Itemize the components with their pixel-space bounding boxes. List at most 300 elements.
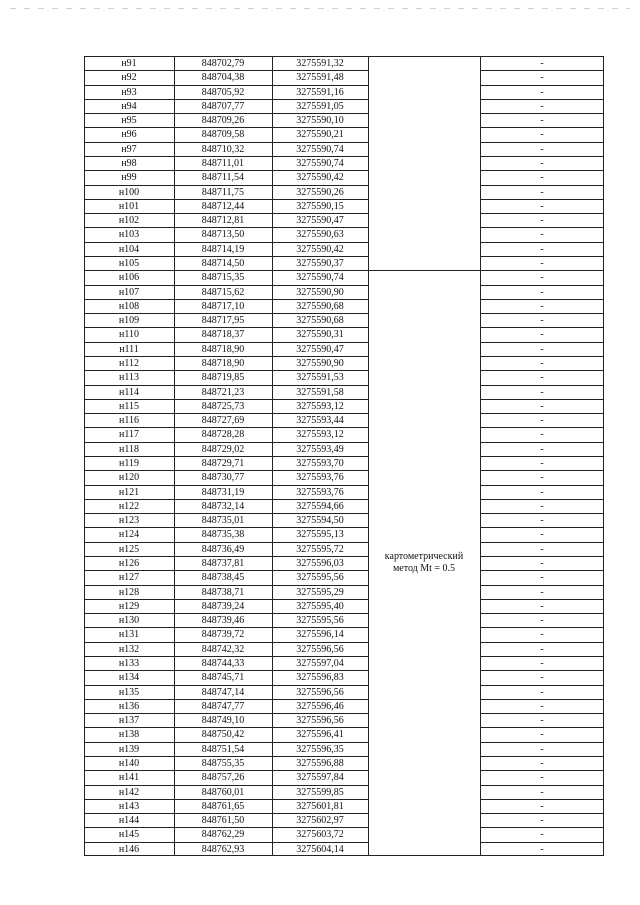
table-row-border (480, 299, 604, 300)
accuracy-dash-cell: - (540, 487, 544, 498)
table-row-border (84, 313, 369, 314)
table-row-border (480, 70, 604, 71)
point-id-cell: н113 (119, 372, 139, 383)
coord-y-cell: 3275590,42 (296, 244, 344, 255)
coord-x-cell: 848715,35 (201, 272, 245, 283)
accuracy-dash-cell: - (540, 372, 544, 383)
accuracy-dash-cell: - (540, 458, 544, 469)
accuracy-dash-cell: - (540, 344, 544, 355)
coord-y-cell: 3275590,26 (296, 187, 344, 198)
coord-y-cell: 3275593,12 (296, 401, 344, 412)
table-row-border (84, 327, 369, 328)
table-row-border (480, 599, 604, 600)
coord-y-cell: 3275595,29 (296, 587, 344, 598)
table-row-border (84, 213, 369, 214)
table-row-border (84, 227, 369, 228)
coord-y-cell: 3275595,56 (296, 572, 344, 583)
coord-y-cell: 3275603,72 (296, 829, 344, 840)
coord-y-cell: 3275590,68 (296, 315, 344, 326)
point-id-cell: н119 (119, 458, 139, 469)
coord-y-cell: 3275602,97 (296, 815, 344, 826)
accuracy-dash-cell: - (540, 815, 544, 826)
accuracy-dash-cell: - (540, 529, 544, 540)
table-row-border (480, 613, 604, 614)
coord-x-cell: 848715,62 (201, 287, 245, 298)
table-row-border (84, 842, 369, 843)
point-id-cell: н101 (118, 201, 140, 212)
table-row-border (84, 342, 369, 343)
table-row-border (480, 670, 604, 671)
accuracy-dash-cell: - (540, 258, 544, 269)
accuracy-dash-cell: - (540, 244, 544, 255)
accuracy-dash-cell: - (540, 172, 544, 183)
point-id-cell: н105 (118, 258, 140, 269)
coord-y-cell: 3275591,32 (296, 58, 344, 69)
coord-x-cell: 848728,28 (201, 429, 245, 440)
point-id-cell: н114 (119, 387, 139, 398)
point-id-cell: н98 (121, 158, 137, 169)
point-id-cell: н92 (121, 72, 137, 83)
accuracy-dash-cell: - (540, 229, 544, 240)
accuracy-dash-cell: - (540, 415, 544, 426)
point-id-cell: н135 (118, 687, 140, 698)
table-row-border (84, 742, 369, 743)
coord-y-cell: 3275591,53 (296, 372, 344, 383)
accuracy-dash-cell: - (540, 601, 544, 612)
point-id-cell: н136 (118, 701, 140, 712)
coord-y-cell: 3275591,16 (296, 87, 344, 98)
coord-y-cell: 3275596,56 (296, 644, 344, 655)
coord-y-cell: 3275597,84 (296, 772, 344, 783)
table-row-border (84, 299, 369, 300)
coord-y-cell: 3275595,72 (296, 544, 344, 555)
point-id-cell: н123 (118, 515, 140, 526)
point-id-cell: н131 (118, 629, 140, 640)
coord-x-cell: 848762,93 (201, 844, 245, 855)
coord-x-cell: 848732,14 (201, 501, 245, 512)
coord-y-cell: 3275599,85 (296, 787, 344, 798)
coord-y-cell: 3275594,66 (296, 501, 344, 512)
table-row-border (84, 413, 369, 414)
table-row-border (480, 85, 604, 86)
coord-x-cell: 848760,01 (201, 787, 245, 798)
coord-y-cell: 3275596,41 (296, 729, 344, 740)
coord-y-cell: 3275593,49 (296, 444, 344, 455)
point-id-cell: н146 (118, 844, 140, 855)
table-row-border (84, 527, 369, 528)
coord-x-cell: 848761,65 (201, 801, 245, 812)
table-row-border (84, 99, 369, 100)
table-row-border (480, 542, 604, 543)
coord-x-cell: 848725,73 (201, 401, 245, 412)
point-id-cell: н132 (118, 644, 140, 655)
point-id-cell: н143 (118, 801, 140, 812)
coord-x-cell: 848718,90 (201, 358, 245, 369)
table-row-border (480, 742, 604, 743)
point-id-cell: н139 (118, 744, 140, 755)
point-id-cell: н107 (118, 287, 140, 298)
coord-x-cell: 848747,14 (201, 687, 245, 698)
coord-x-cell: 848709,26 (201, 115, 245, 126)
coord-x-cell: 848738,45 (201, 572, 245, 583)
accuracy-dash-cell: - (540, 272, 544, 283)
point-id-cell: н91 (121, 58, 137, 69)
coord-y-cell: 3275593,76 (296, 487, 344, 498)
accuracy-dash-cell: - (540, 758, 544, 769)
table-row-border (480, 513, 604, 514)
table-row-border (480, 399, 604, 400)
table-row-border (84, 756, 369, 757)
point-id-cell: н144 (118, 815, 140, 826)
table-row-border (480, 170, 604, 171)
table-row-border (480, 699, 604, 700)
point-id-cell: н116 (119, 415, 139, 426)
point-id-cell: н97 (121, 144, 137, 155)
accuracy-dash-cell: - (540, 515, 544, 526)
point-id-cell: н115 (119, 401, 139, 412)
table-row-border (480, 785, 604, 786)
accuracy-dash-cell: - (540, 672, 544, 683)
point-id-cell: н127 (118, 572, 140, 583)
point-id-cell: н95 (121, 115, 137, 126)
coord-x-cell: 848711,54 (201, 172, 245, 183)
accuracy-dash-cell: - (540, 287, 544, 298)
table-row-border (84, 799, 369, 800)
accuracy-dash-cell: - (540, 687, 544, 698)
point-id-cell: н109 (118, 315, 140, 326)
table-row-border (84, 399, 369, 400)
coord-x-cell: 848729,02 (201, 444, 245, 455)
table-row-border (480, 427, 604, 428)
coord-x-cell: 848755,35 (201, 758, 245, 769)
coord-y-cell: 3275593,44 (296, 415, 344, 426)
table-row-border (480, 156, 604, 157)
accuracy-dash-cell: - (540, 558, 544, 569)
coord-x-cell: 848727,69 (201, 415, 245, 426)
point-id-cell: н117 (119, 429, 139, 440)
table-row-border (84, 470, 369, 471)
coord-y-cell: 3275596,35 (296, 744, 344, 755)
method-line-2: метод Mt = 0.5 (392, 563, 456, 574)
accuracy-dash-cell: - (540, 158, 544, 169)
table-row-border (84, 699, 369, 700)
table-row-border (84, 485, 369, 486)
table-row-border (84, 270, 604, 271)
accuracy-dash-cell: - (540, 615, 544, 626)
table-row-border (480, 727, 604, 728)
accuracy-dash-cell: - (540, 301, 544, 312)
coord-y-cell: 3275590,74 (296, 144, 344, 155)
table-row-border (84, 627, 369, 628)
coord-x-cell: 848739,46 (201, 615, 245, 626)
table-row-border (480, 813, 604, 814)
accuracy-dash-cell: - (540, 115, 544, 126)
coord-x-cell: 848729,71 (201, 458, 245, 469)
table-row-border (480, 799, 604, 800)
table-row-border (480, 585, 604, 586)
coord-y-cell: 3275596,56 (296, 687, 344, 698)
point-id-cell: н110 (119, 329, 139, 340)
table-row-border (84, 855, 604, 856)
point-id-cell: н129 (118, 601, 140, 612)
table-row-border (480, 413, 604, 414)
coord-y-cell: 3275595,40 (296, 601, 344, 612)
coord-y-cell: 3275590,37 (296, 258, 344, 269)
coord-x-cell: 848737,81 (201, 558, 245, 569)
table-row-border (480, 356, 604, 357)
coord-x-cell: 848721,23 (201, 387, 245, 398)
coord-y-cell: 3275601,81 (296, 801, 344, 812)
table-row-border (84, 85, 369, 86)
point-id-cell: н99 (121, 172, 137, 183)
coord-x-cell: 848714,50 (201, 258, 245, 269)
coord-x-cell: 848761,50 (201, 815, 245, 826)
table-row-border (84, 113, 369, 114)
point-id-cell: н133 (118, 658, 140, 669)
coord-y-cell: 3275590,63 (296, 229, 344, 240)
accuracy-dash-cell: - (540, 472, 544, 483)
coord-x-cell: 848711,01 (201, 158, 245, 169)
coord-x-cell: 848714,19 (201, 244, 245, 255)
coord-y-cell: 3275590,47 (296, 215, 344, 226)
table-row-border (480, 685, 604, 686)
coord-x-cell: 848739,72 (201, 629, 245, 640)
coord-x-cell: 848712,44 (201, 201, 245, 212)
table-row-border (84, 642, 369, 643)
table-row-border (480, 313, 604, 314)
table-row-border (84, 456, 369, 457)
accuracy-dash-cell: - (540, 629, 544, 640)
table-row-border (480, 656, 604, 657)
coord-x-cell: 848717,95 (201, 315, 245, 326)
coord-y-cell: 3275591,05 (296, 101, 344, 112)
point-id-cell: н108 (118, 301, 140, 312)
point-id-cell: н121 (118, 487, 140, 498)
coord-y-cell: 3275590,15 (296, 201, 344, 212)
coord-y-cell: 3275596,83 (296, 672, 344, 683)
accuracy-dash-cell: - (540, 315, 544, 326)
point-id-cell: н130 (118, 615, 140, 626)
coord-y-cell: 3275590,47 (296, 344, 344, 355)
table-row-border (480, 342, 604, 343)
accuracy-dash-cell: - (540, 772, 544, 783)
table-row-border (84, 142, 369, 143)
coord-y-cell: 3275590,74 (296, 272, 344, 283)
table-row-border (480, 142, 604, 143)
table-row-border (84, 613, 369, 614)
table-row-border (84, 127, 369, 128)
table-row-border (480, 570, 604, 571)
coord-x-cell: 848739,24 (201, 601, 245, 612)
point-id-cell: н128 (118, 587, 140, 598)
table-row-border (480, 256, 604, 257)
table-row-border (84, 499, 369, 500)
accuracy-dash-cell: - (540, 729, 544, 740)
coord-y-cell: 3275596,46 (296, 701, 344, 712)
accuracy-dash-cell: - (540, 715, 544, 726)
point-id-cell: н137 (118, 715, 140, 726)
coord-y-cell: 3275590,68 (296, 301, 344, 312)
method-line-1: картометрический (384, 551, 464, 562)
point-id-cell: н134 (118, 672, 140, 683)
table-row-border (84, 242, 369, 243)
table-row-border (480, 756, 604, 757)
coord-y-cell: 3275594,50 (296, 515, 344, 526)
table-row-border (84, 199, 369, 200)
table-row-border (84, 813, 369, 814)
coord-y-cell: 3275590,31 (296, 329, 344, 340)
accuracy-dash-cell: - (540, 401, 544, 412)
table-row-border (480, 385, 604, 386)
point-id-cell: н94 (121, 101, 137, 112)
table-row-border (84, 556, 369, 557)
point-id-cell: н138 (118, 729, 140, 740)
table-row-border (480, 713, 604, 714)
table-row-border (480, 127, 604, 128)
coord-x-cell: 848745,71 (201, 672, 245, 683)
coord-y-cell: 3275593,70 (296, 458, 344, 469)
table-row-border (480, 213, 604, 214)
table-row-border (480, 456, 604, 457)
table-row-border (480, 242, 604, 243)
coord-y-cell: 3275590,90 (296, 358, 344, 369)
accuracy-dash-cell: - (540, 544, 544, 555)
accuracy-dash-cell: - (540, 215, 544, 226)
coord-x-cell: 848730,77 (201, 472, 245, 483)
accuracy-dash-cell: - (540, 587, 544, 598)
method-note (368, 551, 480, 575)
point-id-cell: н120 (118, 472, 140, 483)
coord-y-cell: 3275590,74 (296, 158, 344, 169)
table-row-border (480, 842, 604, 843)
point-id-cell: н140 (118, 758, 140, 769)
table-row-border (84, 170, 369, 171)
table-row-border (480, 199, 604, 200)
table-row-border (480, 327, 604, 328)
accuracy-dash-cell: - (540, 72, 544, 83)
table-row-border (480, 285, 604, 286)
coord-x-cell: 848750,42 (201, 729, 245, 740)
table-row-border (480, 99, 604, 100)
coord-x-cell: 848719,85 (201, 372, 245, 383)
accuracy-dash-cell: - (540, 58, 544, 69)
coord-x-cell: 848742,32 (201, 644, 245, 655)
table-row-border (480, 470, 604, 471)
coord-x-cell: 848744,33 (201, 658, 245, 669)
coord-x-cell: 848705,92 (201, 87, 245, 98)
coord-x-cell: 848713,50 (201, 229, 245, 240)
point-id-cell: н111 (119, 344, 139, 355)
table-row-border (84, 599, 369, 600)
coord-y-cell: 3275595,56 (296, 615, 344, 626)
point-id-cell: н93 (121, 87, 137, 98)
point-id-cell: н102 (118, 215, 140, 226)
accuracy-dash-cell: - (540, 329, 544, 340)
table-row-border (480, 485, 604, 486)
table-row-border (84, 56, 604, 57)
table-row-border (84, 670, 369, 671)
table-row-border (84, 656, 369, 657)
coord-x-cell: 848707,77 (201, 101, 245, 112)
table-row-border (84, 370, 369, 371)
table-row-border (480, 113, 604, 114)
table-row-border (84, 827, 369, 828)
point-id-cell: н103 (118, 229, 140, 240)
coord-x-cell: 848731,19 (201, 487, 245, 498)
coord-x-cell: 848762,29 (201, 829, 245, 840)
table-row-border (480, 499, 604, 500)
point-id-cell: н125 (118, 544, 140, 555)
coord-y-cell: 3275593,12 (296, 429, 344, 440)
table-row-border (480, 770, 604, 771)
point-id-cell: н104 (118, 244, 140, 255)
accuracy-dash-cell: - (540, 801, 544, 812)
table-row-border (84, 256, 369, 257)
coord-y-cell: 3275593,76 (296, 472, 344, 483)
accuracy-dash-cell: - (540, 87, 544, 98)
table-row-border (84, 285, 369, 286)
point-id-cell: н142 (118, 787, 140, 798)
coord-x-cell: 848712,81 (201, 215, 245, 226)
accuracy-dash-cell: - (540, 129, 544, 140)
table-row-border (480, 827, 604, 828)
point-id-cell: н112 (119, 358, 139, 369)
coord-x-cell: 848718,90 (201, 344, 245, 355)
accuracy-dash-cell: - (540, 444, 544, 455)
point-id-cell: н141 (118, 772, 140, 783)
point-id-cell: н126 (118, 558, 140, 569)
coord-x-cell: 848735,38 (201, 529, 245, 540)
table-row-border (480, 642, 604, 643)
scan-noise-top (10, 8, 630, 9)
table-row-border (84, 70, 369, 71)
table-row-border (480, 627, 604, 628)
table-row-border (480, 527, 604, 528)
coord-y-cell: 3275590,42 (296, 172, 344, 183)
table-row-border (84, 727, 369, 728)
coord-x-cell: 848704,38 (201, 72, 245, 83)
coord-y-cell: 3275596,56 (296, 715, 344, 726)
coord-x-cell: 848709,58 (201, 129, 245, 140)
accuracy-dash-cell: - (540, 658, 544, 669)
table-row-border (84, 385, 369, 386)
table-row-border (84, 156, 369, 157)
coord-x-cell: 848749,10 (201, 715, 245, 726)
point-id-cell: н100 (118, 187, 140, 198)
accuracy-dash-cell: - (540, 787, 544, 798)
accuracy-dash-cell: - (540, 829, 544, 840)
point-id-cell: н124 (118, 529, 140, 540)
accuracy-dash-cell: - (540, 701, 544, 712)
point-id-cell: н145 (118, 829, 140, 840)
coord-x-cell: 848757,26 (201, 772, 245, 783)
coord-y-cell: 3275591,58 (296, 387, 344, 398)
table-row-border (480, 227, 604, 228)
point-id-cell: н118 (119, 444, 139, 455)
coord-y-cell: 3275597,04 (296, 658, 344, 669)
point-id-cell: н122 (118, 501, 140, 512)
accuracy-dash-cell: - (540, 644, 544, 655)
table-row-border (480, 442, 604, 443)
table-row-border (84, 542, 369, 543)
coord-y-cell: 3275590,21 (296, 129, 344, 140)
coord-x-cell: 848735,01 (201, 515, 245, 526)
coord-y-cell: 3275595,13 (296, 529, 344, 540)
table-row-border (480, 370, 604, 371)
table-row-border (84, 185, 369, 186)
point-id-cell: н96 (121, 129, 137, 140)
coord-x-cell: 848718,37 (201, 329, 245, 340)
